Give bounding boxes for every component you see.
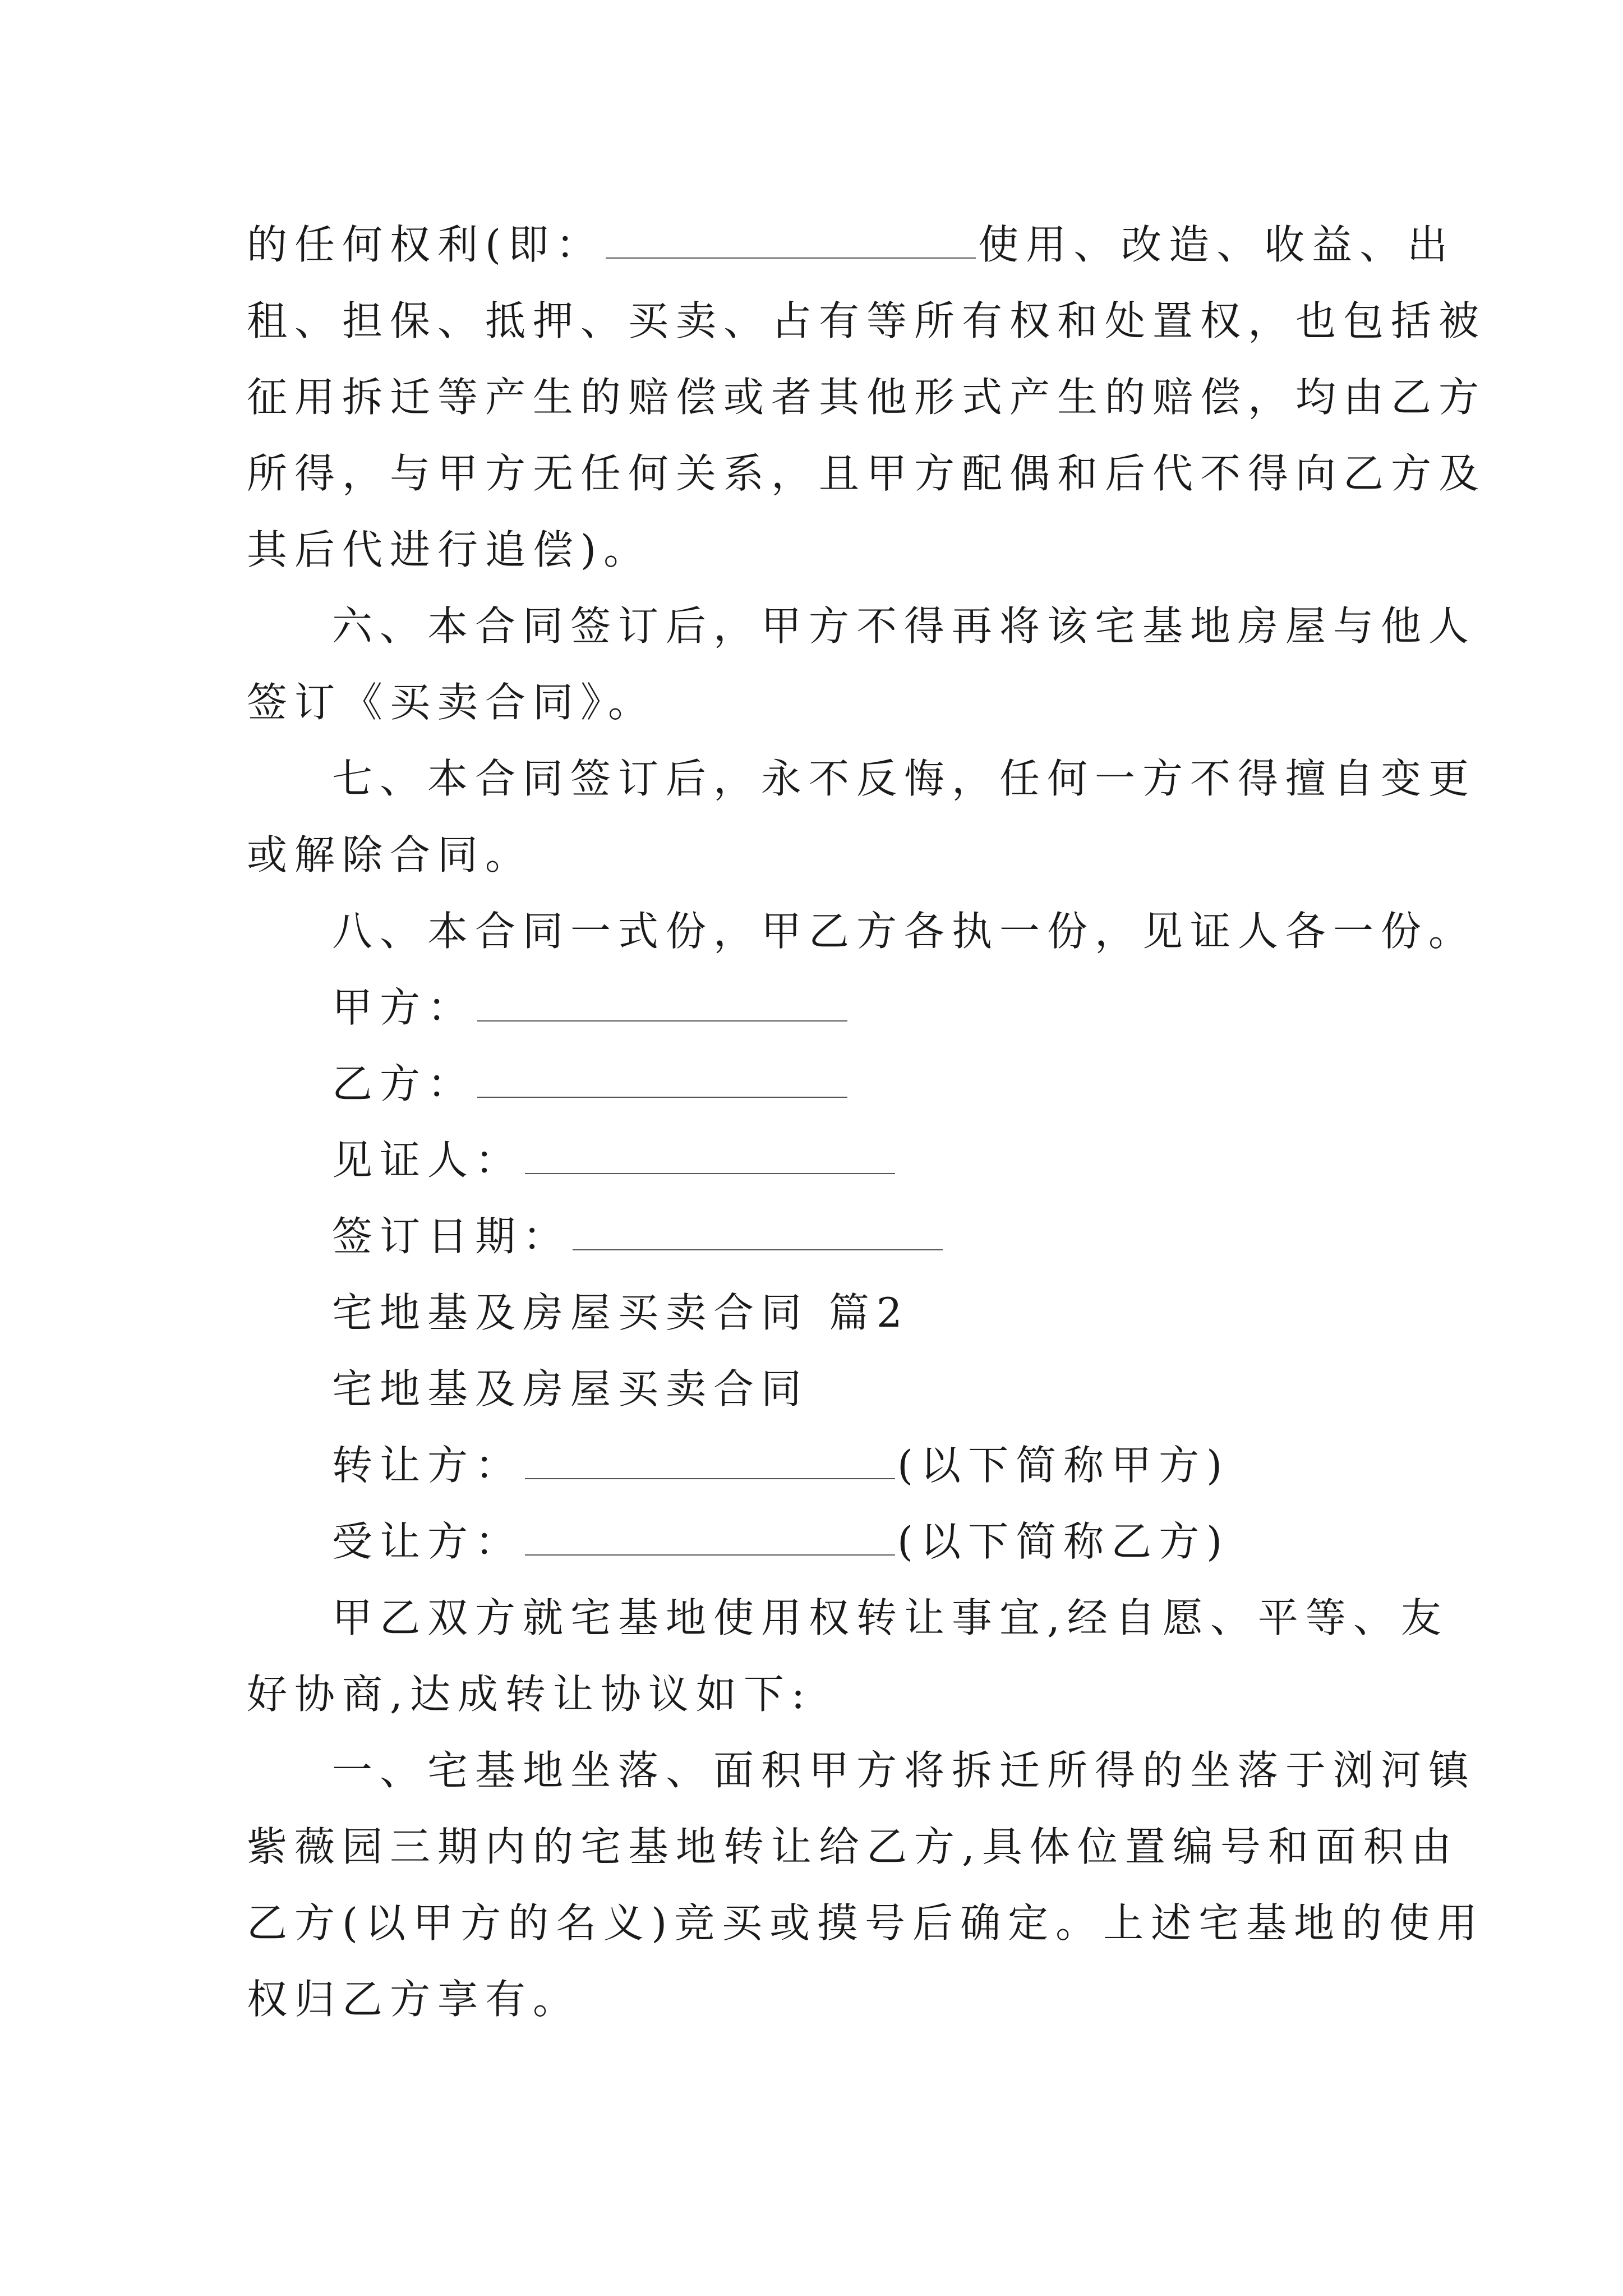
label: 见证人：	[332, 1137, 523, 1184]
blank-field	[477, 1062, 847, 1098]
label: 甲方：	[332, 984, 476, 1031]
signature-witness	[332, 1132, 897, 1188]
text: (以下简称乙方)	[897, 1518, 1230, 1565]
para5-line-1	[247, 217, 1455, 273]
para5-line-5: 其后代进行追偿)。	[247, 526, 652, 573]
blank-field	[477, 986, 847, 1022]
intro-line-1: 甲乙双方就宅基地使用权转让事宜,经自愿、平等、友	[332, 1594, 1449, 1641]
para6-line-2: 签订《买卖合同》。	[247, 679, 656, 726]
transferor-line	[332, 1437, 1229, 1493]
clause1-line-4: 权归乙方享有。	[247, 1976, 581, 2023]
blank-field	[573, 1214, 943, 1250]
text: 使用、改造、收益、出	[978, 221, 1455, 268]
para6-line-1: 六、本合同签订后，甲方不得再将该宅基地房屋与他人	[332, 602, 1477, 650]
para8: 八、本合同一式份，甲乙方各执一份，见证人各一份。	[332, 908, 1477, 955]
contract-title: 宅地基及房屋买卖合同	[332, 1365, 809, 1412]
clause1-line-2: 紫薇园三期内的宅基地转让给乙方,具体位置编号和面积由	[247, 1823, 1459, 1870]
section-title: 宅地基及房屋买卖合同 篇2	[332, 1289, 910, 1336]
clause1-line-1: 一、宅基地坐落、面积甲方将拆迁所得的坐落于浏河镇	[332, 1747, 1477, 1794]
label: 签订日期：	[332, 1213, 571, 1260]
text: (以下简称甲方)	[897, 1442, 1230, 1489]
blank-field	[606, 223, 976, 259]
label: 转让方：	[332, 1442, 523, 1489]
label: 受让方：	[332, 1518, 523, 1565]
para7-line-2: 或解除合同。	[247, 831, 533, 878]
para5-line-4: 所得，与甲方无任何关系，且甲方配偶和后代不得向乙方及	[247, 450, 1487, 497]
clause1-line-3: 乙方(以甲方的名义)竞买或摸号后确定。上述宅基地的使用	[247, 1899, 1485, 1947]
intro-line-2: 好协商,达成转让协议如下:	[247, 1671, 813, 1718]
signature-party-a	[332, 979, 850, 1036]
blank-field	[525, 1520, 895, 1556]
para5-line-2: 租、担保、抵押、买卖、占有等所有权和处置权，也包括被	[247, 297, 1487, 344]
signature-party-b	[332, 1056, 850, 1112]
text: 的任何权利(即：	[247, 221, 604, 268]
para5-line-3: 征用拆迁等产生的赔偿或者其他形式产生的赔偿，均由乙方	[247, 374, 1487, 421]
transferee-line	[332, 1513, 1229, 1570]
blank-field	[525, 1138, 895, 1174]
para7-line-1: 七、本合同签订后，永不反悔，任何一方不得擅自变更	[332, 755, 1477, 802]
signature-date	[332, 1208, 945, 1264]
blank-field	[525, 1443, 895, 1479]
label: 乙方：	[332, 1060, 476, 1107]
